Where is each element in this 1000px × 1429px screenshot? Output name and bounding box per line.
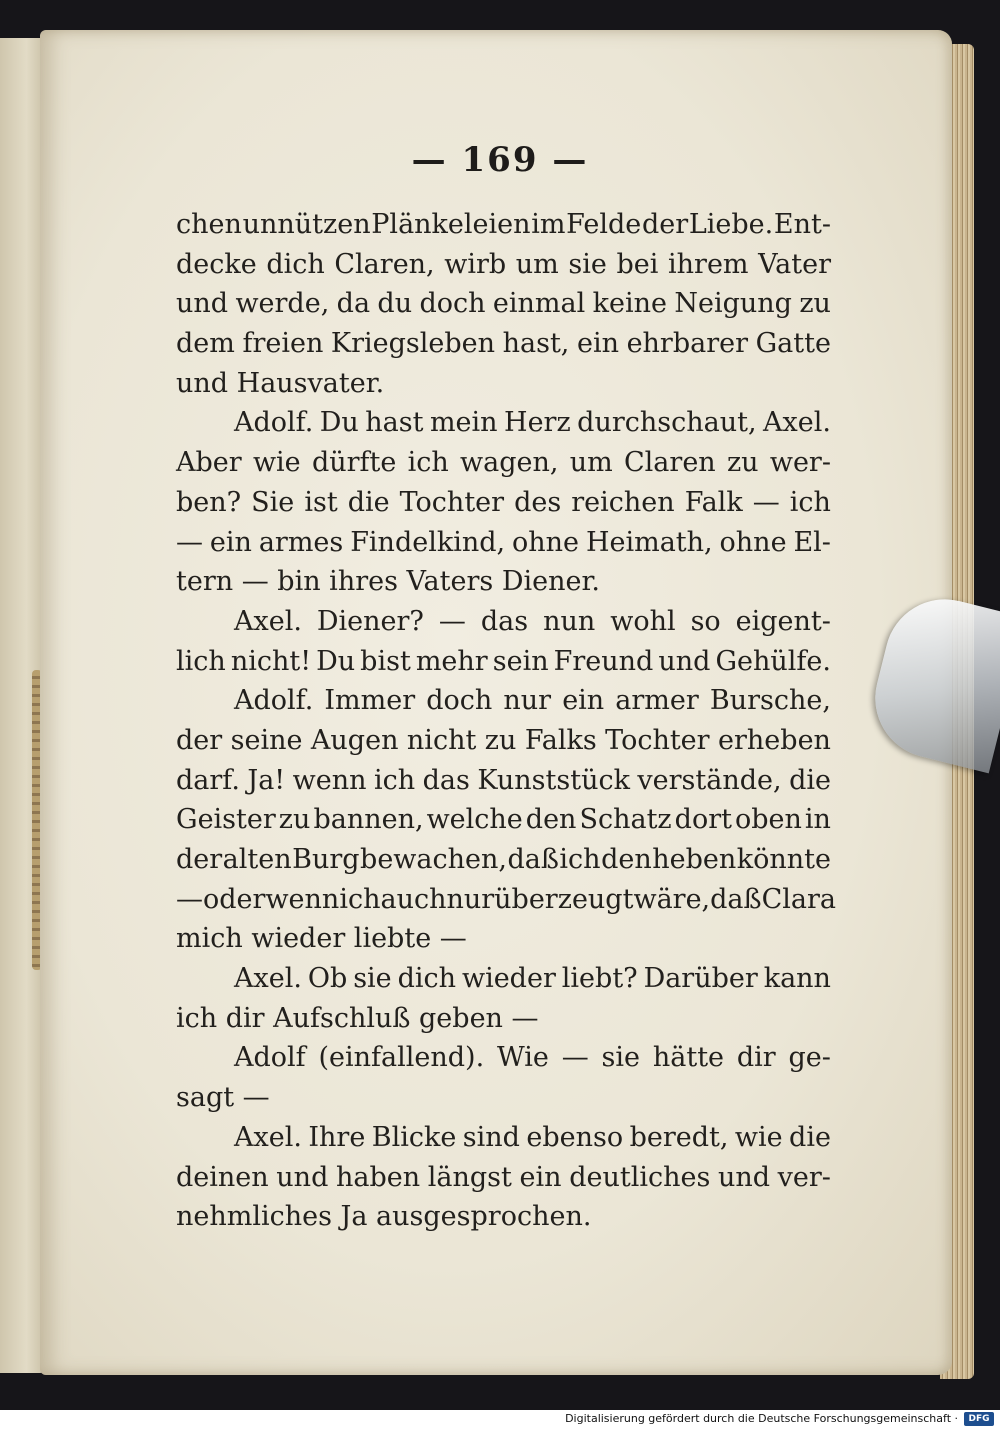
text-line: ich dir Aufschluß geben —: [176, 1002, 539, 1034]
text-line: decke dich Claren, wirb um sie bei ihrem Vater: [176, 248, 831, 280]
footer-bar: [0, 1410, 1000, 1429]
text-line: Axel. Diener? — das nun wohl so eigent-: [234, 605, 831, 637]
text-line: Axel. Ob sie dich wieder liebt? Darüber kann: [234, 963, 831, 995]
text-line: mich wieder liebte —: [176, 923, 467, 955]
page-text: [176, 205, 836, 1237]
text-line: der alten Burg bewachen, daß ich den heben könnte: [176, 844, 831, 875]
text-line: Geister zu bannen, welche den Schatz dort oben in: [176, 804, 831, 836]
text-line: darf. Ja! wenn ich das Kunststück verstände, die: [176, 764, 831, 796]
text-line: sagt —: [176, 1082, 270, 1114]
dfg-logo: DFG: [964, 1412, 994, 1426]
text-line: Adolf (einfallend). Wie — sie hätte dir ge-: [234, 1042, 831, 1074]
text-line: Adolf. Immer doch nur ein armer Bursche,: [234, 685, 831, 717]
text-line: chen unnützen Plänkeleien im Felde der Liebe. Ent-: [176, 209, 831, 240]
text-line: — oder wenn ich auch nur überzeugt wäre, daß Clara: [176, 883, 836, 915]
text-line: Axel. Ihre Blicke sind ebenso beredt, wie die: [234, 1121, 831, 1153]
text-line: lich nicht! Du bist mehr sein Freund und Gehülfe.: [176, 645, 831, 677]
text-line: und Hausvater.: [176, 367, 385, 399]
text-line: tern — bin ihres Vaters Diener.: [176, 566, 600, 598]
text-line: Aber wie dürfte ich wagen, um Claren zu wer-: [176, 447, 831, 479]
text-line: dem freien Kriegsleben hast, ein ehrbarer Gatte: [176, 328, 831, 360]
digitization-credit: Digitalisierung gefördert durch die Deutsche Forschungsgemeinschaft ·: [565, 1412, 958, 1425]
text-line: Adolf. Du hast mein Herz durchschaut, Axel.: [234, 407, 831, 439]
text-line: und werde, da du doch einmal keine Neigung zu: [176, 288, 831, 320]
text-line: — ein armes Findelkind, ohne Heimath, ohne El-: [176, 526, 831, 558]
text-line: deinen und haben längst ein deutliches und ver-: [176, 1161, 831, 1193]
text-line: ben? Sie ist die Tochter des reichen Falk — ich: [176, 486, 831, 518]
text-line: nehmliches Ja ausgesprochen.: [176, 1201, 592, 1233]
text-line: der seine Augen nicht zu Falks Tochter erheben: [176, 724, 831, 756]
page-number: — 169 —: [411, 140, 589, 180]
